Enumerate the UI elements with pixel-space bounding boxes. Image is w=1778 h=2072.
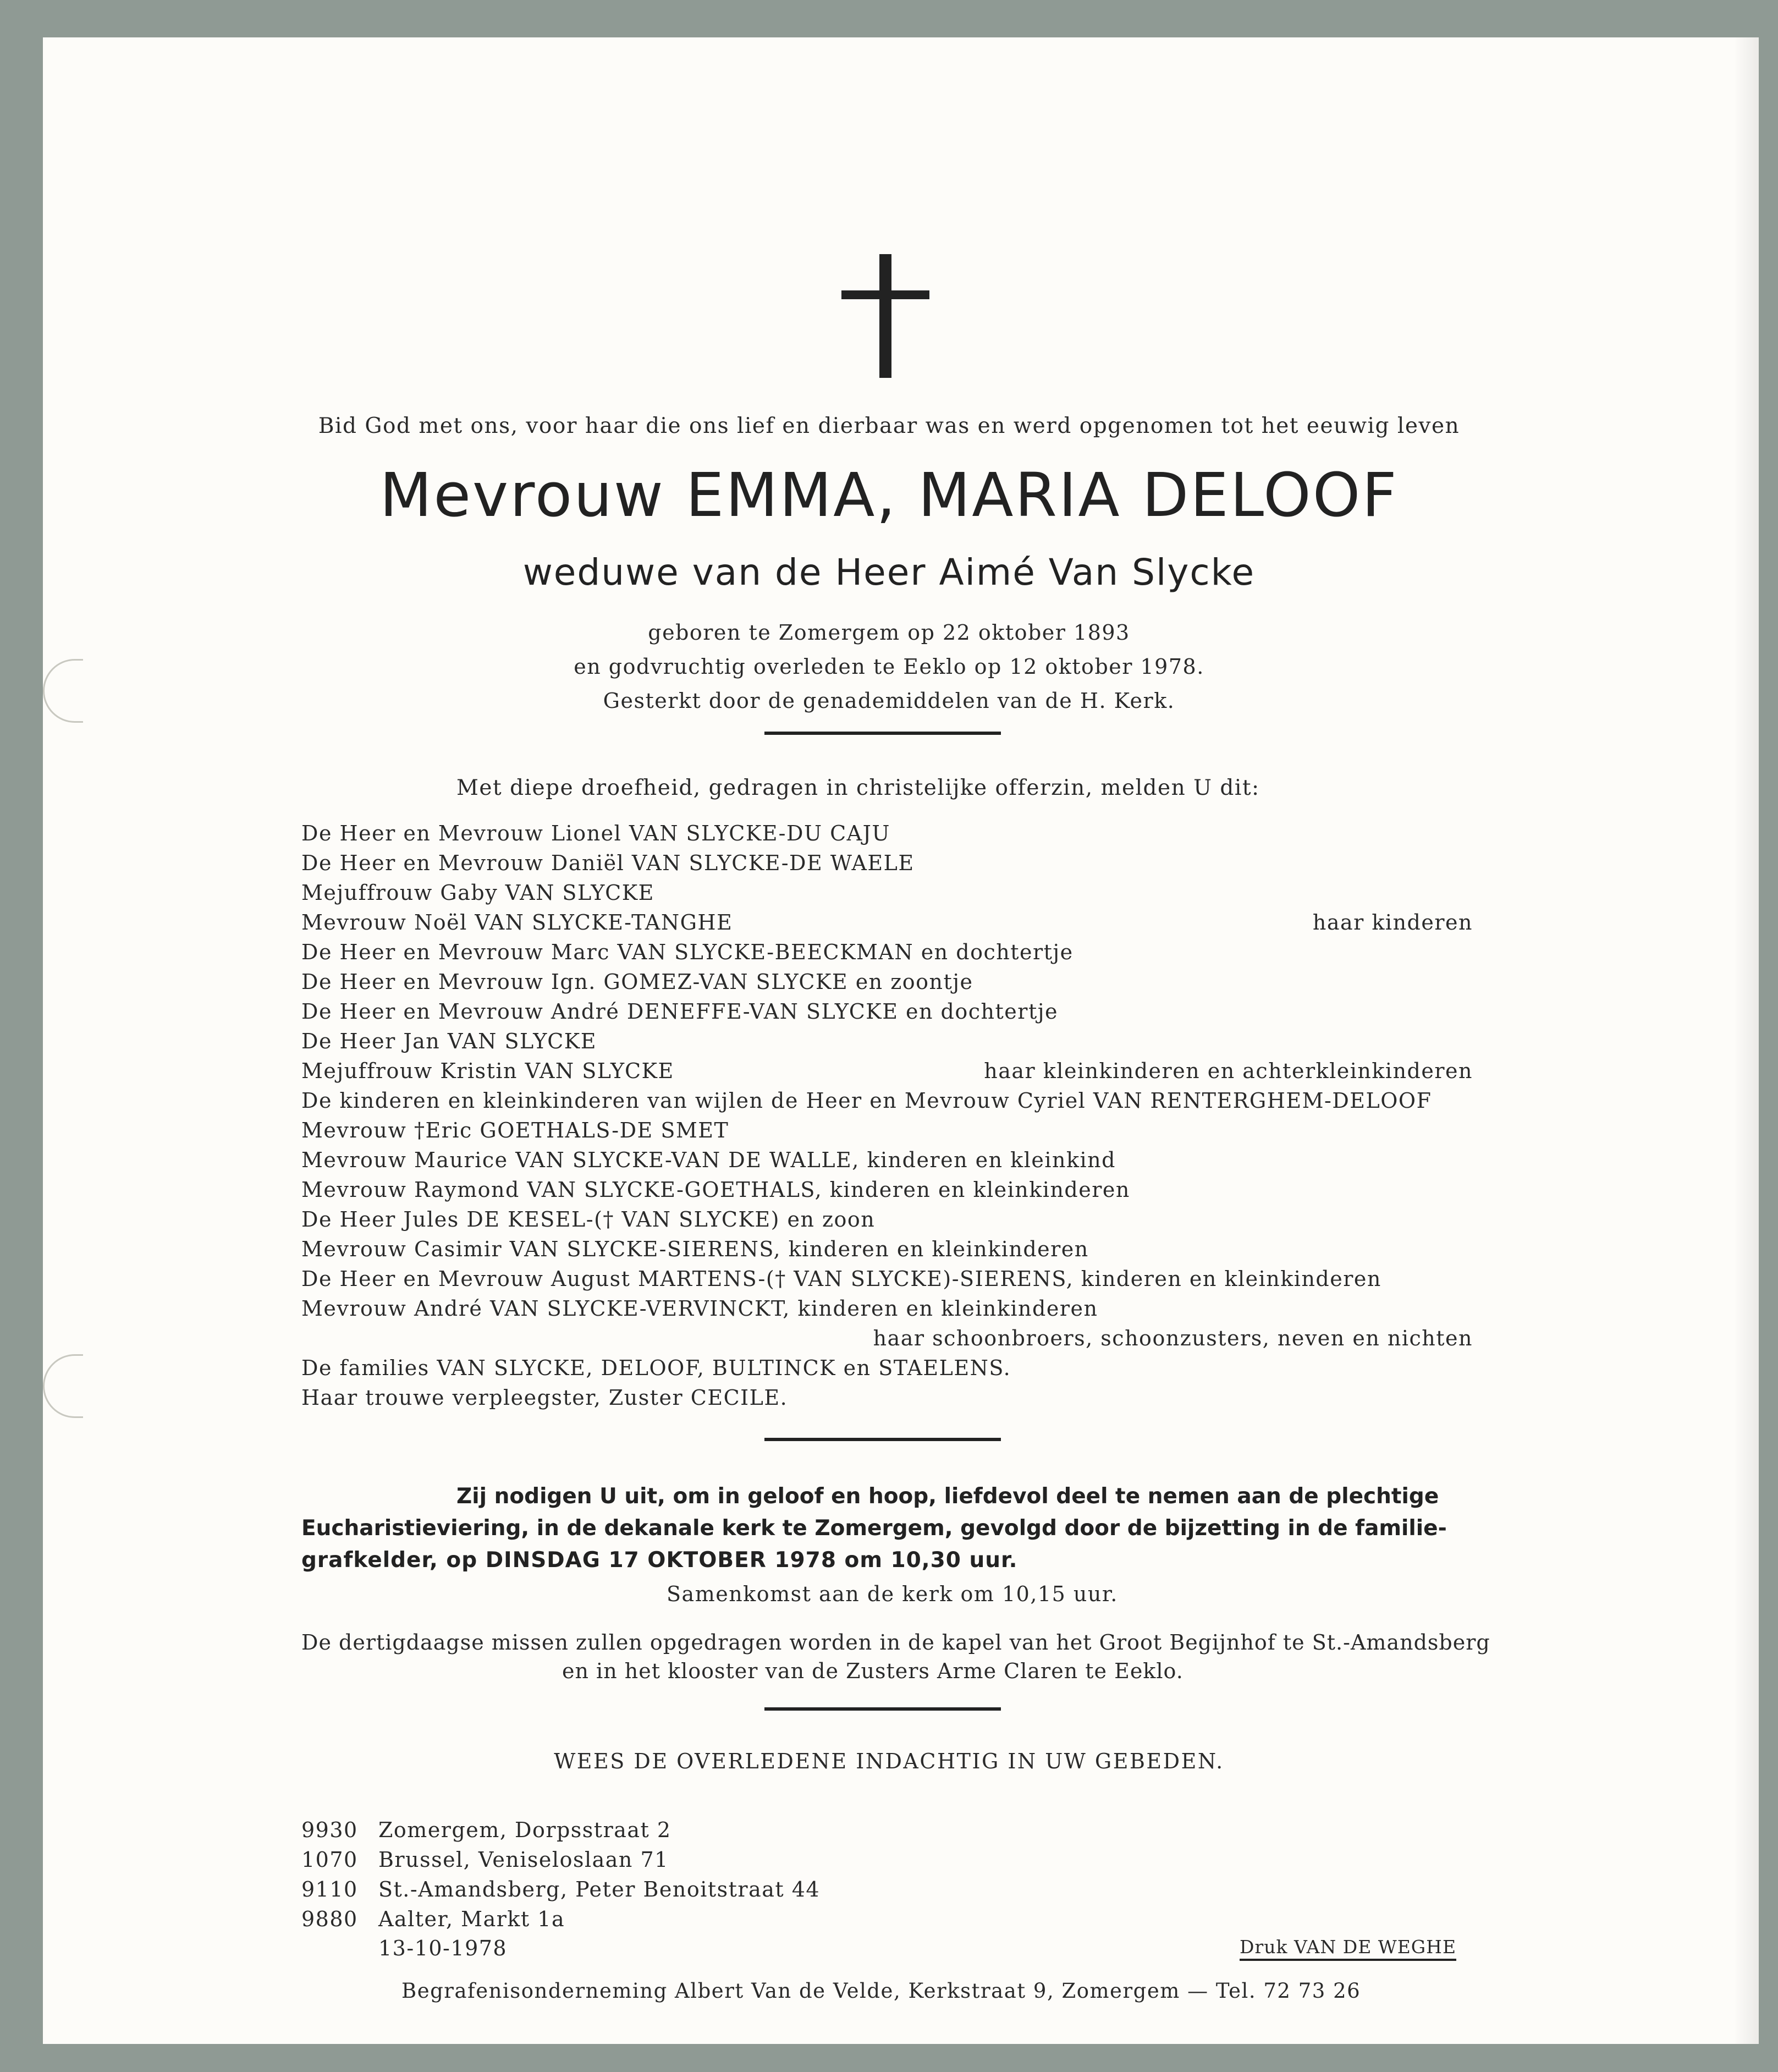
- invitation-line-1: Zij nodigen U uit, om in geloof en hoop, liefdevol deel te nemen aan de plechtige: [456, 1484, 1439, 1509]
- family-row: [301, 1115, 1473, 1145]
- printer-credit: Druk VAN DE WEGHE: [1240, 1936, 1456, 1961]
- family-row: [301, 818, 1473, 848]
- family-member: De kinderen en kleinkinderen van wijlen de Heer en Mevrouw Cyriel VAN RENTERGHEM-DELOOF: [301, 1089, 1432, 1113]
- address-zip: 1070: [301, 1848, 358, 1872]
- family-member: Mevrouw †Eric GOETHALS-DE SMET: [301, 1118, 729, 1142]
- family-row: [301, 1175, 1473, 1205]
- family-row: [301, 937, 1473, 967]
- family-row: [301, 997, 1473, 1026]
- address-zip: 9110: [301, 1877, 358, 1901]
- family-member: Mevrouw Casimir VAN SLYCKE-SIERENS, kinderen en kleinkinderen: [301, 1237, 1089, 1261]
- family-member: De Heer Jan VAN SLYCKE: [301, 1029, 597, 1053]
- address-place: Zomergem, Dorpsstraat 2: [378, 1818, 671, 1842]
- family-list: [301, 818, 1473, 1413]
- sacraments-line: Gesterkt door de genademiddelen van de H. Kerk.: [603, 689, 1175, 713]
- address-list: [301, 1815, 820, 1934]
- family-member: Mevrouw André VAN SLYCKE-VERVINCKT, kinderen en kleinkinderen: [301, 1296, 1098, 1321]
- family-member: Mevrouw Noël VAN SLYCKE-TANGHE: [301, 910, 733, 935]
- family-row: [301, 1205, 1473, 1234]
- family-row: [301, 1234, 1473, 1264]
- family-row: [301, 1056, 1473, 1086]
- cross-icon: [841, 254, 929, 378]
- gathering-time: Samenkomst aan de kerk om 10,15 uur.: [667, 1582, 1118, 1606]
- family-row: [301, 908, 1473, 937]
- remember-prayer: WEES DE OVERLEDENE INDACHTIG IN UW GEBEDEN.: [554, 1749, 1224, 1773]
- address-place: Brussel, Veniseloslaan 71: [378, 1848, 669, 1872]
- death-line: en godvruchtig overleden te Eeklo op 12 oktober 1978.: [574, 655, 1204, 679]
- family-member: De Heer en Mevrouw Marc VAN SLYCKE-BEECKMAN en dochtertje: [301, 940, 1074, 964]
- invitation-line-2: Eucharistieviering, in de dekanale kerk te Zomergem, gevolgd door de bijzetting in de familie-: [301, 1516, 1447, 1541]
- family-row: [301, 1264, 1473, 1294]
- family-row: [301, 1294, 1473, 1323]
- family-row: [301, 1353, 1473, 1383]
- family-member: De Heer en Mevrouw August MARTENS-(† VAN SLYCKE)-SIERENS, kinderen en kleinkinderen: [301, 1267, 1381, 1291]
- announcement: Met diepe droefheid, gedragen in christelijke offerzin, melden U dit:: [456, 776, 1260, 800]
- widow-of: weduwe van de Heer Aimé Van Slycke: [522, 551, 1256, 593]
- deceased-name: Mevrouw EMMA, MARIA DELOOF: [379, 460, 1399, 530]
- address-line: [301, 1815, 820, 1845]
- family-row: [301, 1026, 1473, 1056]
- address-zip: 9930: [301, 1818, 358, 1842]
- family-relation: haar schoonbroers, schoonzusters, neven en nichten: [873, 1326, 1473, 1350]
- family-row: [301, 878, 1473, 908]
- family-member: Haar trouwe verpleegster, Zuster CECILE.: [301, 1386, 788, 1410]
- family-member: Mevrouw Maurice VAN SLYCKE-VAN DE WALLE, kinderen en kleinkind: [301, 1148, 1116, 1172]
- address-line: [301, 1875, 820, 1904]
- family-member: Mejuffrouw Kristin VAN SLYCKE: [301, 1059, 674, 1083]
- family-row: [301, 848, 1473, 878]
- family-member: De Heer Jules DE KESEL-(† VAN SLYCKE) en zoon: [301, 1207, 876, 1232]
- family-member: De Heer en Mevrouw André DENEFFE-VAN SLYCKE en dochtertje: [301, 999, 1058, 1024]
- family-relation: haar kinderen: [1312, 910, 1473, 935]
- masses-line-1: De dertigdaagse missen zullen opgedragen worden in de kapel van het Groot Begijnhof te St.-Amandsberg: [301, 1630, 1490, 1655]
- invitation-line-3: grafkelder, op DINSDAG 17 OKTOBER 1978 om 10,30 uur.: [301, 1548, 1018, 1573]
- family-row: [301, 1383, 1473, 1413]
- family-row: [301, 1323, 1473, 1353]
- family-member: Mevrouw Raymond VAN SLYCKE-GOETHALS, kinderen en kleinkinderen: [301, 1178, 1130, 1202]
- intro-prayer: Bid God met ons, voor haar die ons lief en dierbaar was en werd opgenomen tot het eeuwig leven: [318, 414, 1460, 438]
- undertaker-line: Begrafenisonderneming Albert Van de Velde, Kerkstraat 9, Zomergem — Tel. 72 73 26: [401, 1979, 1361, 2003]
- divider-3: [764, 1707, 1001, 1711]
- family-member: De Heer en Mevrouw Ign. GOMEZ-VAN SLYCKE en zoontje: [301, 970, 973, 994]
- address-zip: 9880: [301, 1907, 358, 1931]
- birth-line: geboren te Zomergem op 22 oktober 1893: [648, 620, 1130, 645]
- family-member: De Heer en Mevrouw Daniël VAN SLYCKE-DE WAELE: [301, 851, 915, 875]
- family-row: [301, 1086, 1473, 1115]
- address-line: [301, 1845, 820, 1875]
- divider-1: [764, 732, 1001, 735]
- address-place: St.-Amandsberg, Peter Benoitstraat 44: [378, 1877, 821, 1901]
- masses-line-2: en in het klooster van de Zusters Arme Claren te Eeklo.: [562, 1659, 1184, 1683]
- family-member: De families VAN SLYCKE, DELOOF, BULTINCK en STAELENS.: [301, 1356, 1011, 1380]
- announcement-date: 13-10-1978: [378, 1936, 508, 1960]
- family-member: De Heer en Mevrouw Lionel VAN SLYCKE-DU CAJU: [301, 821, 890, 845]
- family-row: [301, 967, 1473, 997]
- divider-2: [764, 1438, 1001, 1441]
- address-line: [301, 1904, 820, 1934]
- family-row: [301, 1145, 1473, 1175]
- family-relation: haar kleinkinderen en achterkleinkinderen: [984, 1059, 1473, 1083]
- address-place: Aalter, Markt 1a: [378, 1907, 565, 1931]
- family-member: Mejuffrouw Gaby VAN SLYCKE: [301, 881, 654, 905]
